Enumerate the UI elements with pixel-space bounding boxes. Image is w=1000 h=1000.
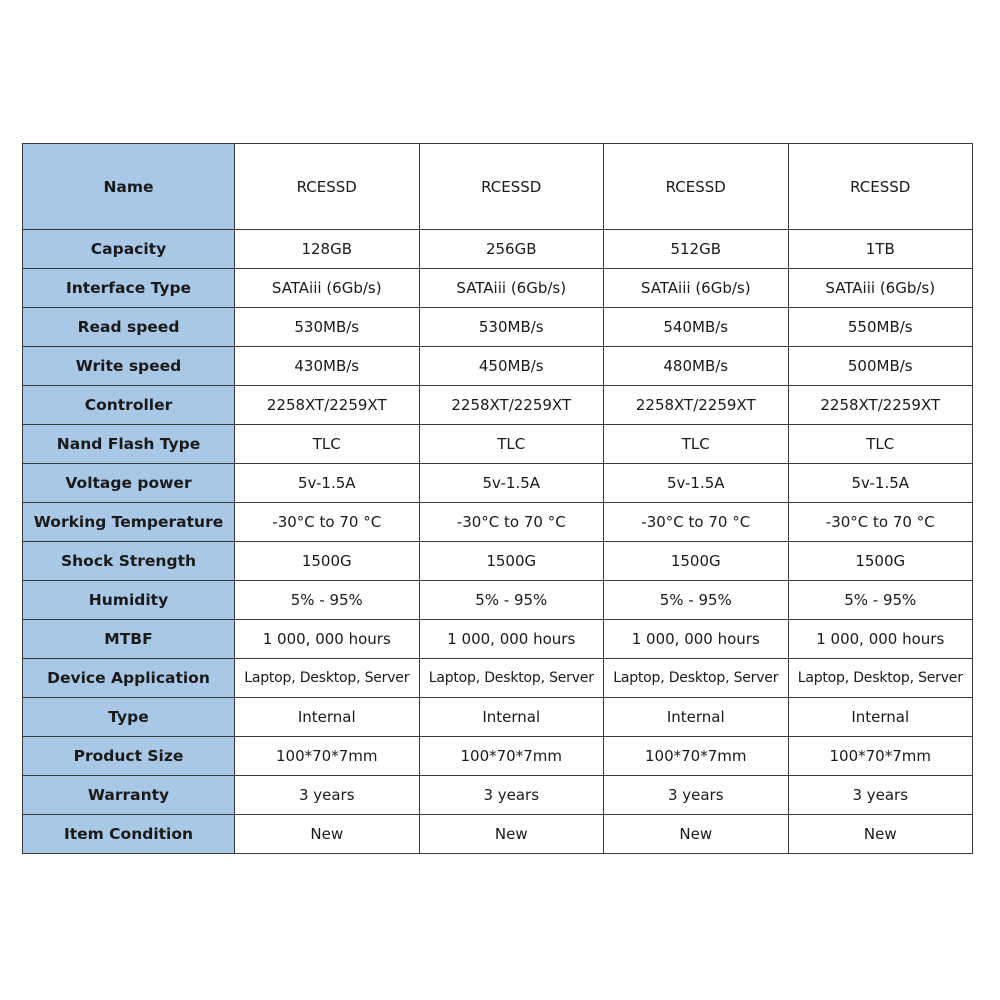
table-cell: RCESSD: [235, 144, 420, 230]
table-cell: New: [419, 815, 604, 854]
table-cell: TLC: [788, 425, 973, 464]
table-row-name: [23, 144, 973, 230]
row-label: Interface Type: [23, 269, 235, 308]
table-cell: 5% - 95%: [419, 581, 604, 620]
table-cell: 1500G: [235, 542, 420, 581]
table-cell: 530MB/s: [235, 308, 420, 347]
table-cell: 1TB: [788, 230, 973, 269]
table-cell: 3 years: [235, 776, 420, 815]
table-cell: Internal: [604, 698, 789, 737]
table-cell: 450MB/s: [419, 347, 604, 386]
table-cell: Laptop, Desktop, Server: [788, 659, 973, 698]
row-label: Name: [23, 144, 235, 230]
row-label: Capacity: [23, 230, 235, 269]
table-cell: -30°C to 70 °C: [604, 503, 789, 542]
table-cell: 430MB/s: [235, 347, 420, 386]
table-row-product-size: [23, 737, 973, 776]
row-label: MTBF: [23, 620, 235, 659]
table-cell: -30°C to 70 °C: [419, 503, 604, 542]
row-label: Humidity: [23, 581, 235, 620]
table-cell: Laptop, Desktop, Server: [604, 659, 789, 698]
table-cell: Internal: [235, 698, 420, 737]
table-row-capacity: [23, 230, 973, 269]
table-cell: 1500G: [604, 542, 789, 581]
row-label: Type: [23, 698, 235, 737]
table-cell: Internal: [788, 698, 973, 737]
row-label: Write speed: [23, 347, 235, 386]
table-cell: Internal: [419, 698, 604, 737]
table-cell: 5% - 95%: [604, 581, 789, 620]
table-cell: Laptop, Desktop, Server: [235, 659, 420, 698]
table-row-nand-flash-type: [23, 425, 973, 464]
table-row-shock-strength: [23, 542, 973, 581]
table-cell: -30°C to 70 °C: [235, 503, 420, 542]
table-cell: 550MB/s: [788, 308, 973, 347]
table-cell: 5% - 95%: [235, 581, 420, 620]
table-row-voltage-power: [23, 464, 973, 503]
table-cell: 1 000, 000 hours: [235, 620, 420, 659]
table-row-device-application: [23, 659, 973, 698]
row-label: Warranty: [23, 776, 235, 815]
row-label: Device Application: [23, 659, 235, 698]
row-label: Voltage power: [23, 464, 235, 503]
table-cell: -30°C to 70 °C: [788, 503, 973, 542]
row-label: Shock Strength: [23, 542, 235, 581]
table-cell: 500MB/s: [788, 347, 973, 386]
table-cell: New: [604, 815, 789, 854]
table-cell: 2258XT/2259XT: [604, 386, 789, 425]
table-cell: 1 000, 000 hours: [788, 620, 973, 659]
spec-table: [22, 143, 973, 854]
table-row-mtbf: [23, 620, 973, 659]
row-label: Item Condition: [23, 815, 235, 854]
table-cell: 2258XT/2259XT: [235, 386, 420, 425]
table-cell: RCESSD: [419, 144, 604, 230]
table-cell: SATAiii (6Gb/s): [604, 269, 789, 308]
table-row-item-condition: [23, 815, 973, 854]
table-row-humidity: [23, 581, 973, 620]
table-cell: RCESSD: [788, 144, 973, 230]
table-cell: 2258XT/2259XT: [788, 386, 973, 425]
table-cell: 2258XT/2259XT: [419, 386, 604, 425]
table-cell: 1 000, 000 hours: [419, 620, 604, 659]
row-label: Read speed: [23, 308, 235, 347]
table-cell: 5% - 95%: [788, 581, 973, 620]
table-row-write-speed: [23, 347, 973, 386]
table-cell: 1500G: [419, 542, 604, 581]
table-cell: 3 years: [788, 776, 973, 815]
table-cell: SATAiii (6Gb/s): [419, 269, 604, 308]
table-cell: 100*70*7mm: [604, 737, 789, 776]
row-label: Product Size: [23, 737, 235, 776]
table-cell: Laptop, Desktop, Server: [419, 659, 604, 698]
row-label: Working Temperature: [23, 503, 235, 542]
table-cell: 256GB: [419, 230, 604, 269]
table-cell: TLC: [604, 425, 789, 464]
table-cell: 5v-1.5A: [788, 464, 973, 503]
table-cell: 5v-1.5A: [604, 464, 789, 503]
spec-table-body: [23, 144, 973, 854]
table-cell: TLC: [419, 425, 604, 464]
table-cell: 540MB/s: [604, 308, 789, 347]
row-label: Controller: [23, 386, 235, 425]
table-row-read-speed: [23, 308, 973, 347]
table-cell: 100*70*7mm: [419, 737, 604, 776]
table-cell: 3 years: [419, 776, 604, 815]
table-cell: RCESSD: [604, 144, 789, 230]
table-row-controller: [23, 386, 973, 425]
table-cell: 512GB: [604, 230, 789, 269]
table-cell: TLC: [235, 425, 420, 464]
table-cell: 3 years: [604, 776, 789, 815]
table-cell: 480MB/s: [604, 347, 789, 386]
table-cell: 1 000, 000 hours: [604, 620, 789, 659]
table-row-warranty: [23, 776, 973, 815]
table-row-interface-type: [23, 269, 973, 308]
table-cell: New: [788, 815, 973, 854]
row-label: Nand Flash Type: [23, 425, 235, 464]
table-cell: 5v-1.5A: [235, 464, 420, 503]
table-cell: 5v-1.5A: [419, 464, 604, 503]
table-cell: 128GB: [235, 230, 420, 269]
table-cell: 100*70*7mm: [235, 737, 420, 776]
table-cell: 530MB/s: [419, 308, 604, 347]
table-cell: 1500G: [788, 542, 973, 581]
table-cell: New: [235, 815, 420, 854]
table-cell: SATAiii (6Gb/s): [788, 269, 973, 308]
table-cell: 100*70*7mm: [788, 737, 973, 776]
table-cell: SATAiii (6Gb/s): [235, 269, 420, 308]
table-row-working-temperature: [23, 503, 973, 542]
table-row-type: [23, 698, 973, 737]
